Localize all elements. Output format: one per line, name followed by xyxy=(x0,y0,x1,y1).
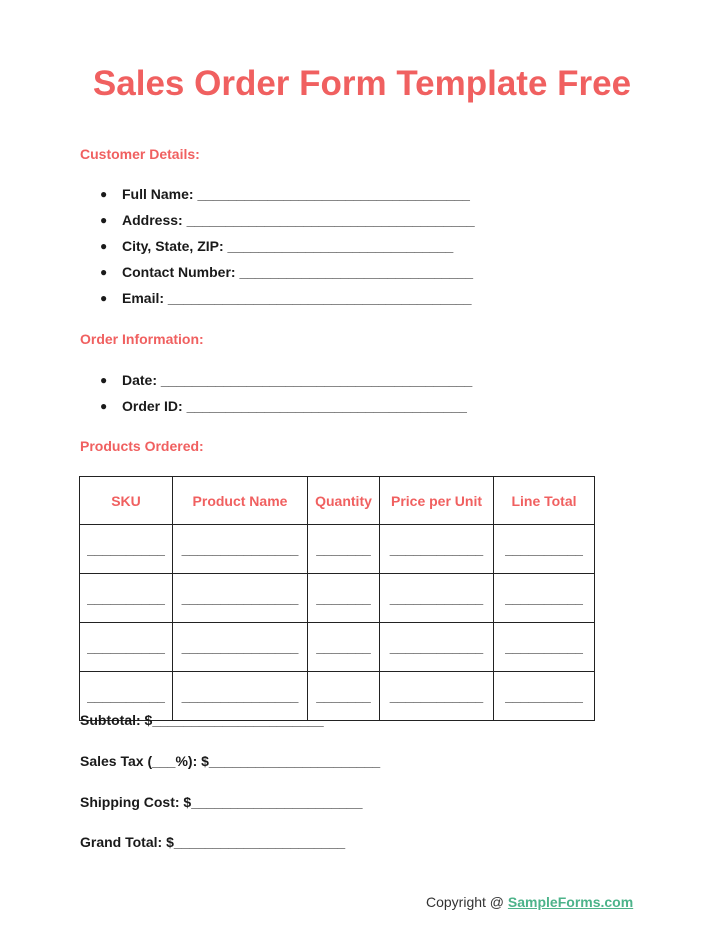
products-table xyxy=(79,476,595,721)
line-total-cell[interactable]: __________ xyxy=(494,525,595,574)
sku-cell[interactable]: __________ xyxy=(80,525,173,574)
product-name-cell[interactable]: _______________ xyxy=(173,672,308,721)
list-item: ● Address: _____________________________________ xyxy=(100,211,475,237)
sales-tax-field[interactable]: Sales Tax (___%): $______________________ xyxy=(80,753,381,769)
list-item: ● Full Name: ___________________________________ xyxy=(100,185,475,211)
column-header-quantity: Quantity xyxy=(308,477,380,525)
copyright-footer xyxy=(426,894,633,910)
address-field[interactable]: Address: _____________________________________ xyxy=(122,212,475,228)
column-header-line-total: Line Total xyxy=(494,477,595,525)
grand-total-field[interactable]: Grand Total: $______________________ xyxy=(80,834,346,850)
list-item: ● Email: _______________________________________ xyxy=(100,289,475,315)
product-name-cell[interactable]: _______________ xyxy=(173,525,308,574)
line-total-cell[interactable]: __________ xyxy=(494,574,595,623)
table-row xyxy=(80,574,595,623)
customer-details-list xyxy=(100,185,475,315)
brand-link[interactable]: SampleForms.com xyxy=(507,894,634,910)
customer-details-heading: Customer Details: xyxy=(80,146,200,162)
order-information-heading: Order Information: xyxy=(80,331,204,347)
product-name-cell[interactable]: _______________ xyxy=(173,574,308,623)
subtotal-field[interactable]: Subtotal: $______________________ xyxy=(80,712,324,728)
page-title: Sales Order Form Template Free xyxy=(92,64,632,103)
table-row xyxy=(80,623,595,672)
quantity-cell[interactable]: _______ xyxy=(308,623,380,672)
order-information-list xyxy=(100,371,472,423)
date-field[interactable]: Date: ________________________________________ xyxy=(122,372,473,388)
column-header-price-per-unit: Price per Unit xyxy=(380,477,494,525)
sku-cell[interactable]: __________ xyxy=(80,574,173,623)
quantity-cell[interactable]: _______ xyxy=(308,672,380,721)
list-item: ● Contact Number: ______________________________ xyxy=(100,263,475,289)
full-name-field[interactable]: Full Name: ___________________________________ xyxy=(122,186,470,202)
shipping-cost-field[interactable]: Shipping Cost: $______________________ xyxy=(80,794,363,810)
sku-cell[interactable]: __________ xyxy=(80,623,173,672)
order-id-field[interactable]: Order ID: ____________________________________ xyxy=(122,398,467,414)
price-per-unit-cell[interactable]: ____________ xyxy=(380,574,494,623)
list-item: ● Order ID: ____________________________________ xyxy=(100,397,472,423)
email-field[interactable]: Email: _______________________________________ xyxy=(122,290,472,306)
line-total-cell[interactable]: __________ xyxy=(494,623,595,672)
products-ordered-heading: Products Ordered: xyxy=(80,438,204,454)
product-name-cell[interactable]: _______________ xyxy=(173,623,308,672)
table-header-row xyxy=(80,477,595,525)
table-row xyxy=(80,525,595,574)
quantity-cell[interactable]: _______ xyxy=(308,574,380,623)
column-header-sku: SKU xyxy=(80,477,173,525)
city-state-zip-field[interactable]: City, State, ZIP: _____________________________ xyxy=(122,238,454,254)
price-per-unit-cell[interactable]: ____________ xyxy=(380,525,494,574)
line-total-cell[interactable]: __________ xyxy=(494,672,595,721)
list-item: ● City, State, ZIP: _____________________________ xyxy=(100,237,475,263)
column-header-product-name: Product Name xyxy=(173,477,308,525)
quantity-cell[interactable]: _______ xyxy=(308,525,380,574)
contact-number-field[interactable]: Contact Number: ______________________________ xyxy=(122,264,474,280)
sku-cell[interactable]: __________ xyxy=(80,672,173,721)
price-per-unit-cell[interactable]: ____________ xyxy=(380,672,494,721)
price-per-unit-cell[interactable]: ____________ xyxy=(380,623,494,672)
list-item: ● Date: ________________________________________ xyxy=(100,371,472,397)
copyright-text: Copyright @ xyxy=(426,894,508,910)
